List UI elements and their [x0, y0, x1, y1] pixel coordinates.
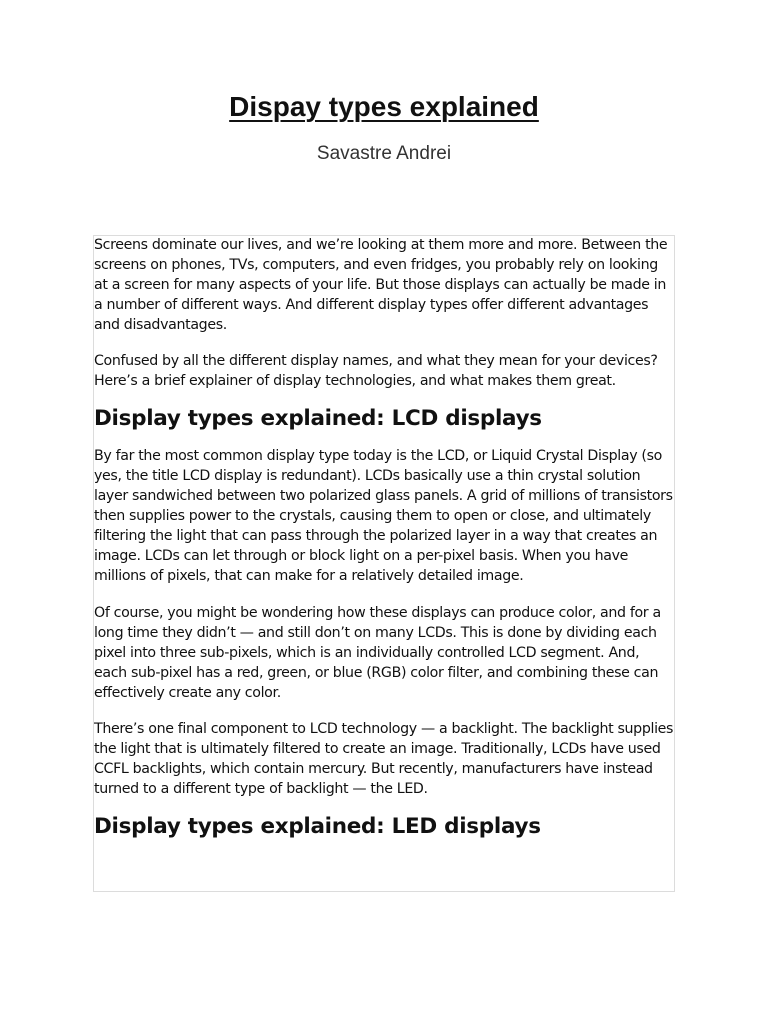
section-heading-led: Display types explained: LED displays	[94, 814, 541, 839]
article-paragraph-confused: Confused by all the different display names, and what they mean for your devices? Here’s a brief explainer of display technologies, and what makes them great.	[94, 353, 658, 389]
article-paragraph-lcd-basics: By far the most common display type today is the LCD, or Liquid Crystal Display (so yes, the title LCD display is redundant). LCDs basically use a thin crystal solution layer sandwiched between two polarized glass panels. A grid of millions of transistors then supplies power to the crystals, causing them to open or close, and ultimately filtering the light that can pass through the polarized layer in a way that creates an image. LCDs can let through or block light on a per-pixel basis. When you have millions of pixels, that can make for a relatively detailed image.	[94, 448, 673, 584]
document-author: Savastre Andrei	[316, 143, 452, 164]
article-paragraph-lcd-color: Of course, you might be wondering how these displays can produce color, and for a long time they didn’t — and still don’t on many LCDs. This is done by dividing each pixel into three sub-pixels, which is an individually controlled LCD segment. And, each sub-pixel has a red, green, or blue (RGB) color filter, and combining these can effectively create any color.	[94, 605, 661, 701]
article-paragraph-lcd-backlight: There’s one final component to LCD technology — a backlight. The backlight supplies the light that is ultimately filtered to create an image. Traditionally, LCDs have used CCFL backlights, which contain mercury. But recently, manufacturers have instead turned to a different type of backlight — the LED.	[94, 721, 674, 797]
document-title: Dispay types explained	[229, 91, 539, 122]
section-heading-lcd: Display types explained: LCD displays	[94, 406, 542, 431]
article-paragraph-intro: Screens dominate our lives, and we’re looking at them more and more. Between the screens on phones, TVs, computers, and even fridges, you probably rely on looking at a screen for many aspects of your life. But those displays can actually be made in a number of different ways. And different display types offer different advantages and disadvantages.	[94, 237, 668, 333]
article-box	[93, 235, 675, 892]
article-content	[94, 235, 674, 841]
